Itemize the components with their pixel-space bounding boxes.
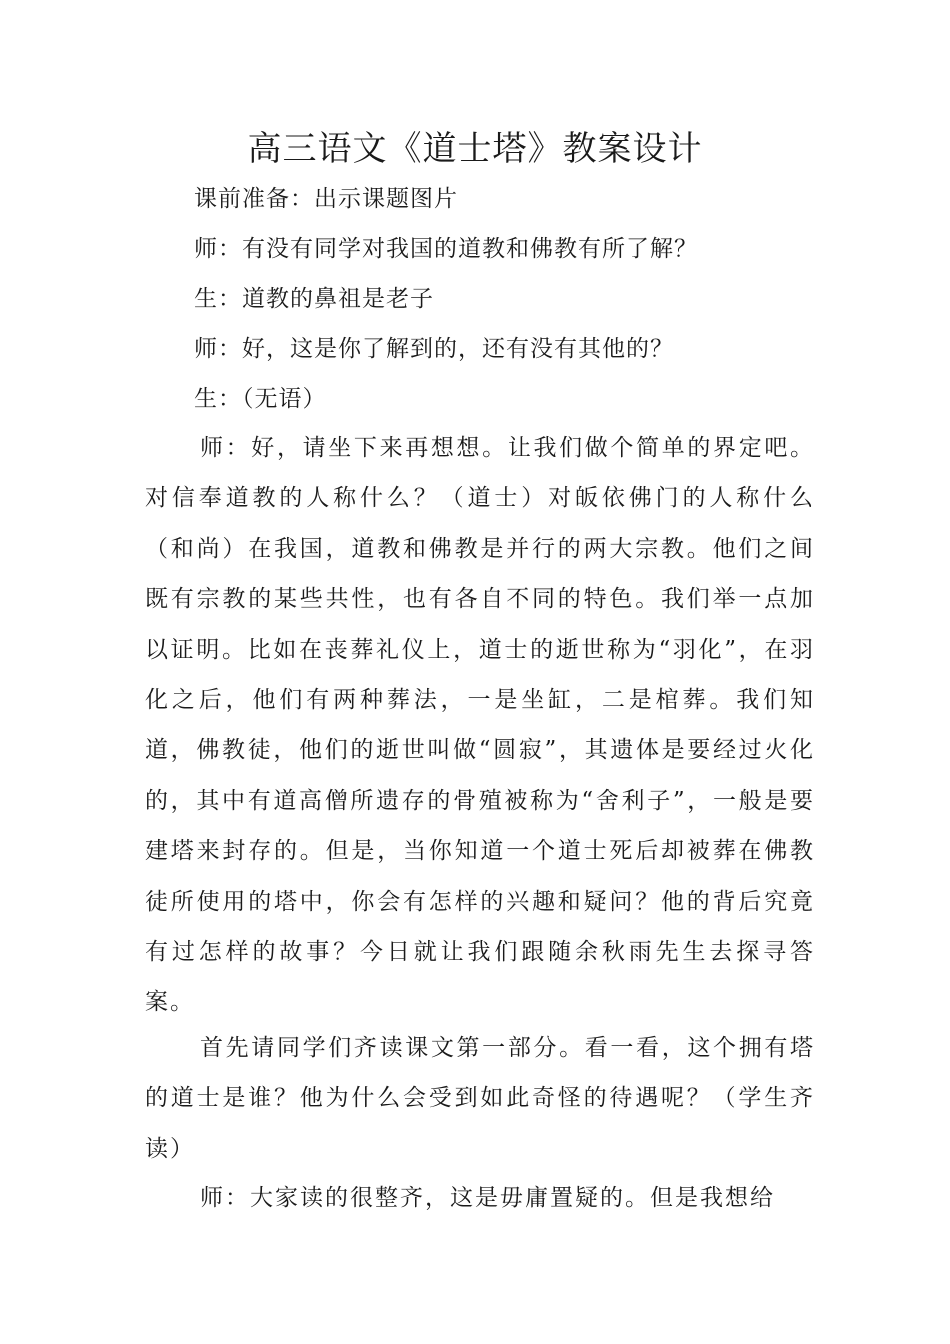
- dialog-line-teacher-question: 师：有没有同学对我国的道教和佛教有所了解？: [194, 236, 698, 262]
- paragraph-introduction: 师：好，请坐下来再想想。让我们做个简单的界定吧。对信奉道教的人称什么？（道士）对皈依佛门的人称什么（和尚）在我国，道教和佛教是并行的两大宗教。他们之间既有宗教的某些共性，也有各自不同的特色。我们举一点加以证明。比如在丧葬礼仪上，道士的逝世称为“羽化”，在羽化之后，他们有两种葬法，一是坐缸，二是棺葬。我们知道，佛教徒，他们的逝世叫做“圆寂”，其遗体是要经过火化的，其中有道高僧所遗存的骨殖被称为“舍利子”，一般是要建塔来封存的。但是，当你知道一个道士死后却被葬在佛教徒所使用的塔中，你会有怎样的兴趣和疑问？他的背后究竟有过怎样的故事？今日就让我们跟随余秋雨先生去探寻答案。: [145, 435, 815, 1016]
- dialog-line-prep: 课前准备：出示课题图片: [194, 186, 458, 212]
- dialog-line-student-answer: 生：道教的鼻祖是老子: [194, 286, 434, 312]
- paragraph-teacher-comment: 师：大家读的很整齐，这是毋庸置疑的。但是我想给: [200, 1185, 775, 1211]
- dialog-line-teacher-followup: 师：好，这是你了解到的，还有没有其他的？: [194, 336, 674, 362]
- dialog-line-student-silent: 生：（无语）: [194, 386, 327, 412]
- document-title: 高三语文《道士塔》教案设计: [247, 129, 703, 169]
- paragraph-reading-task: 首先请同学们齐读课文第一部分。看一看，这个拥有塔的道士是谁？他为什么会受到如此奇怪的待遇呢？（学生齐读）: [145, 1035, 815, 1162]
